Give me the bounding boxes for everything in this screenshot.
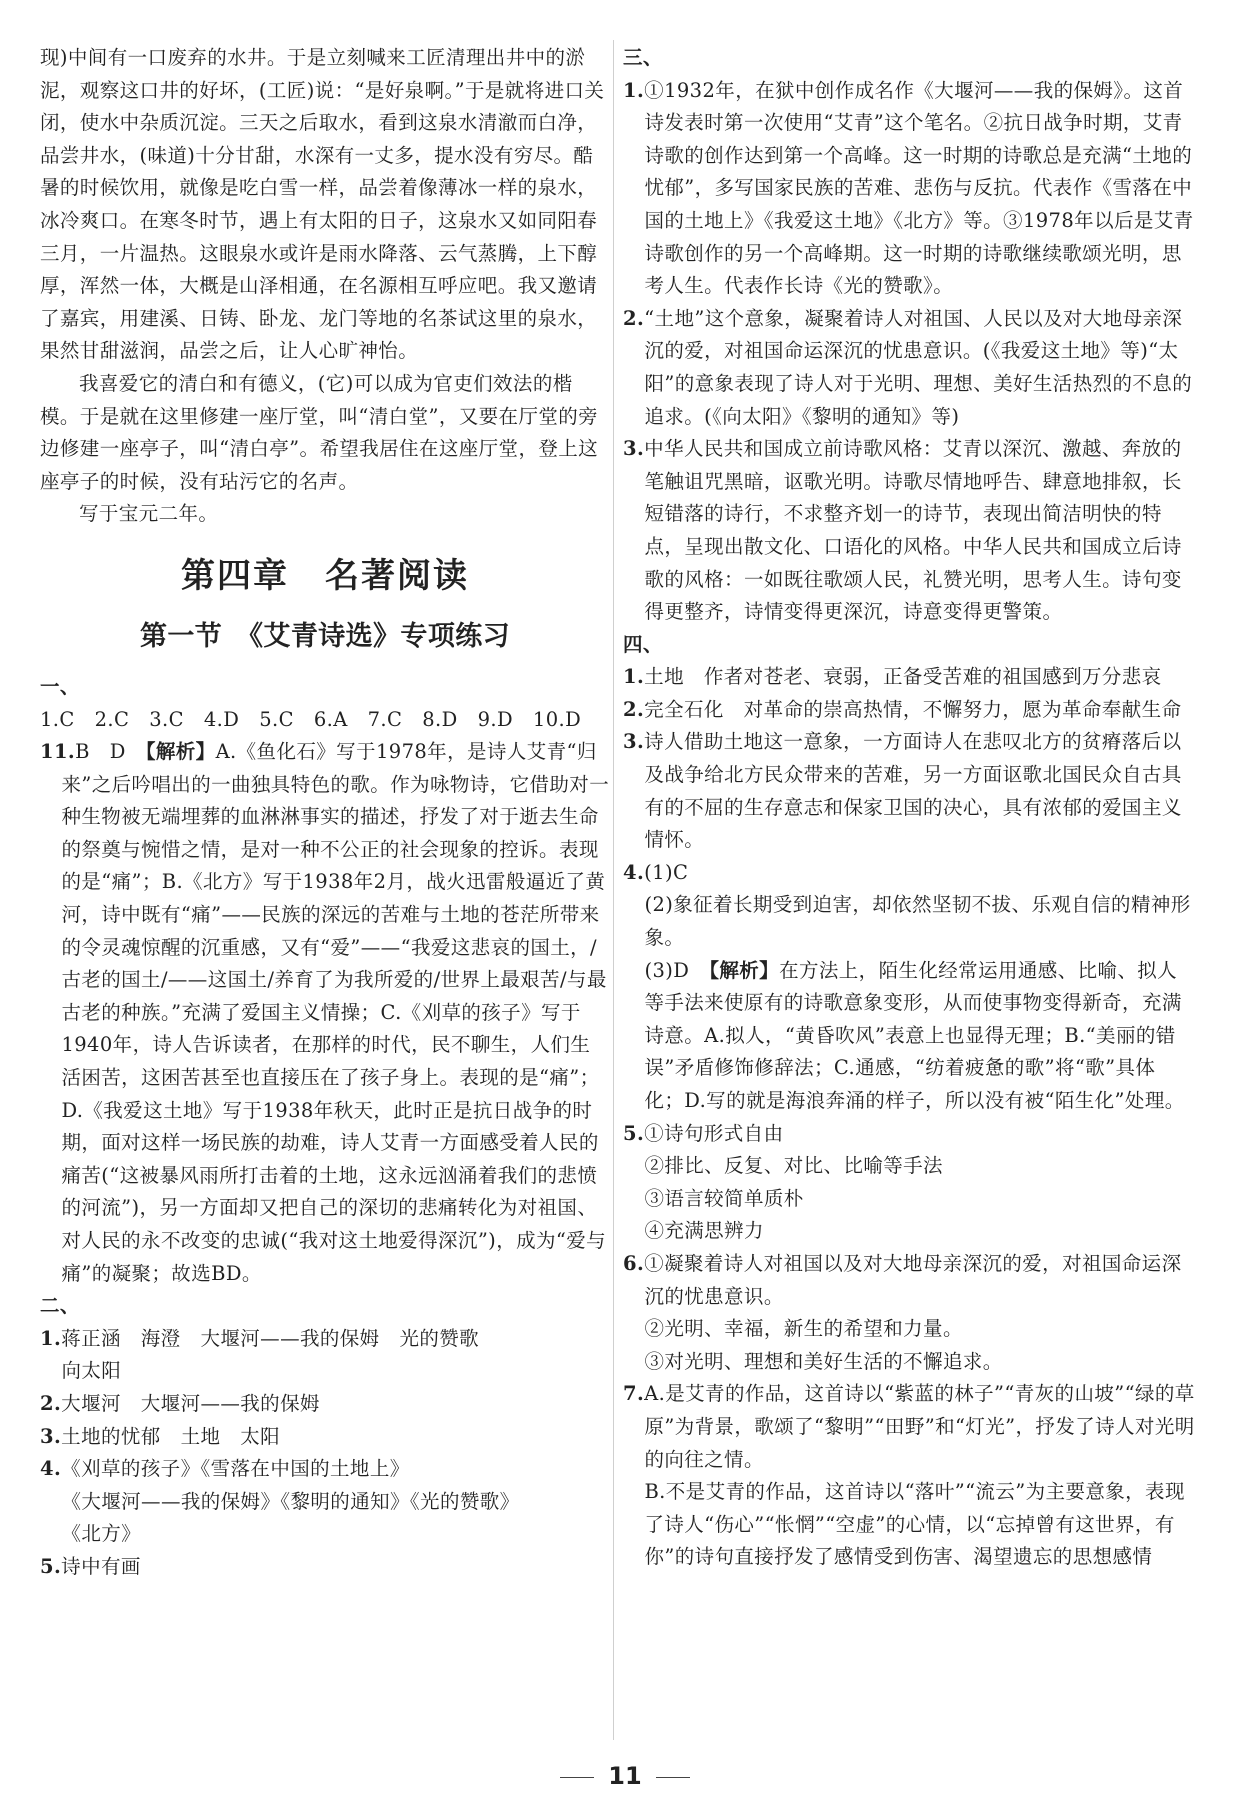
multiple-choice-answers: 1.C 2.C 3.C 4.D 5.C 6.A 7.C 8.D 9.D 10.D [40,707,582,731]
answer-text: (1)C [644,860,689,884]
part-4-item-4 [623,857,1195,890]
part-2-item-2 [40,1388,610,1421]
part-4-item-5-line-4: ④充满思辨力 [644,1219,764,1243]
question-number: 6. [623,1251,645,1275]
answer-text: ①凝聚着诗人对祖国以及对大地母亲深沉的爱，对祖国命运深沉的忧患意识。 [644,1251,1182,1308]
passage-paragraph-2: 我喜爱它的清白和有德义，(它)可以成为官吏们效法的楷模。于是就在这里修建一座厅堂，叫“清白堂”，又要在厅堂的旁边修建一座亭子，叫“清白亭”。希望我居住在这座厅堂，登上这座亭子的时候，没有玷污它的名声。 [40,371,599,493]
question-number: 4. [40,1457,62,1481]
chapter-title: 第四章 名著阅读 [181,555,469,596]
question-number: 1. [623,78,645,102]
part-2-item-1 [40,1323,610,1356]
part-4-item-2 [623,694,1195,727]
question-number: 2. [623,306,645,330]
column-divider [613,40,614,1740]
part-4-item-4-sub-2: (2)象征着长期受到迫害，却依然坚韧不拔、乐观自信的精神形象。 [644,893,1191,950]
answer-text: 大堰河 大堰河——我的保姆 [61,1391,320,1415]
part-4-item-6-line-3: ③对光明、理想和美好生活的不懈追求。 [644,1349,1003,1373]
part-2-item-3 [40,1421,610,1454]
question-number: 5. [623,1121,645,1145]
question-number: 3. [40,1424,62,1448]
part-3-item-2 [623,303,1195,433]
answer-text: 土地 作者对苍老、衰弱，正备受苦难的祖国感到万分悲哀 [644,665,1162,689]
part-2-item-1-continued: 向太阳 [61,1359,122,1383]
passage-paragraph-1: 现)中间有一口废弃的水井。于是立刻喊来工匠清理出井中的淤泥，观察这口井的好坏，(工匠)说：“是好泉啊。”于是就将进口关闭，使水中杂质沉淀。三天之后取水，看到这泉水清澈而白净，品尝井水，(味道)十分甘甜，水深有一丈多，提水没有穷尽。酷暑的时候饮用，就像是吃白雪一样，品尝着像薄冰一样的泉水，冰冷爽口。在寒冬时节，遇上有太阳的日子，这泉水又如同阳春三月，一片温热。这眼泉水或许是雨水降落、云气蒸腾，上下醇厚，浑然一体，大概是山泽相通，在名源相互呼应吧。我又邀请了嘉宾，用建溪、日铸、卧龙、龙门等地的名茶试这里的泉水，果然甘甜滋润，品尝之后，让人心旷神怡。 [40,46,605,363]
part-4-item-5-line-2: ②排比、反复、对比、比喻等手法 [644,1154,943,1178]
left-column [40,42,610,1584]
part-4-label: 四、 [623,632,663,656]
page-footer [0,1762,1250,1790]
answer-text: ①诗句形式自由 [644,1121,784,1145]
question-number: 2. [623,697,645,721]
analysis-tag: 【解析】 [709,958,780,982]
answer-text: 诗人借助土地这一意象，一方面诗人在悲叹北方的贫瘠落后以及战争给北方民众带来的苦难，另一方面讴歌北国民众自古具有的不屈的生存意志和保家卫国的决心，具有浓郁的爱国主义情怀。 [644,730,1182,852]
question-number: 2. [40,1391,62,1415]
question-number: 1. [40,1326,62,1350]
answer-text: 诗中有画 [61,1554,141,1578]
part-3-item-1 [623,75,1195,303]
part-4-item-4-sub-3 [623,955,1195,1118]
question-number: 1. [623,665,645,689]
part-2-item-5 [40,1551,610,1584]
analysis-text: 在方法上，陌生化经常运用通感、比喻、拟人等手法来使原有的诗歌意象变形，从而使事物变得新奇，充满诗意。A.拟人，“黄昏吹风”表意上也显得无理；B.“美丽的错误”矛盾修饰修辞法；C.通感，“纺着疲惫的歌”将“歌”具体化；D.写的就是海浪奔涌的样子，所以没有被“陌生化”处理。 [644,958,1185,1112]
right-column [623,42,1195,1574]
analysis-tag: 【解析】 [145,740,216,764]
question-number: 3. [623,730,645,754]
question-number: 7. [623,1382,645,1406]
answer-text: 《刈草的孩子》《雪落在中国的土地上》 [61,1457,410,1481]
question-11 [40,736,610,1290]
part-2-item-4-continued-2: 《北方》 [61,1522,142,1546]
answer-text: ①1932年，在狱中创作成名作《大堰河——我的保姆》。这首诗发表时第一次使用“艾青”这个笔名。②抗日战争时期，艾青诗歌的创作达到第一个高峰。这一时期的诗歌总是充满“土地的忧郁”，多写国家民族的苦难、悲伤与反抗。代表作《雪落在中国的土地上》《我爱这土地》《北方》等。③1978年以后是艾青诗歌创作的另一个高峰期。这一时期的诗歌继续歌颂光明，思考人生。代表作长诗《光的赞歌》。 [644,78,1194,298]
part-4-item-7-line-2: B.不是艾青的作品，这首诗以“落叶”“流云”为主要意象，表现了诗人“伤心”“怅惘”“空虚”的心情，以“忘掉曾有这世界，有你”的诗句直接抒发了感情受到伤害、渴望遗忘的思想感情 [644,1480,1185,1569]
passage-paragraph-3: 写于宝元二年。 [79,502,219,526]
answer-text: 完全石化 对革命的崇高热情，不懈努力，愿为革命奉献生命 [644,697,1182,721]
part-3-label: 三、 [623,46,663,69]
part-1-label: 一、 [40,674,80,698]
question-number: 3. [623,437,645,461]
answer-text: A.是艾青的作品，这首诗以“紫蓝的林子”“青灰的山坡”“绿的草原”为背景，歌颂了“黎明”“田野”和“灯光”，抒发了诗人对光明的向往之情。 [644,1382,1195,1471]
part-4-item-6 [623,1248,1195,1313]
part-2-label: 二、 [40,1294,80,1318]
question-number: 11. [40,740,76,764]
part-2-item-4-continued: 《大堰河——我的保姆》《黎明的通知》《光的赞歌》 [61,1489,520,1513]
answer: B D [75,740,146,764]
answer-text: 中华人民共和国成立前诗歌风格：艾青以深沉、激越、奔放的笔触诅咒黑暗，讴歌光明。诗歌尽情地呼告、肆意地排叙，长短错落的诗行，不求整齐划一的诗节，表现出简洁明快的特点，呈现出散文化、口语化的风格。中华人民共和国成立后诗歌的风格：一如既往歌颂人民，礼赞光明，思考人生。诗句变得更整齐，诗情变得更深沉，诗意变得更警策。 [644,437,1182,624]
answer-text: “土地”这个意象，凝聚着诗人对祖国、人民以及对大地母亲深沉的爱，对祖国命运深沉的忧患意识。(《我爱这土地》等)“太阳”的意象表现了诗人对于光明、理想、美好生活热烈的不息的追求。(《向太阳》《黎明的通知》等) [644,306,1193,428]
answer-text: 蒋正涵 海澄 大堰河——我的保姆 光的赞歌 [61,1326,480,1350]
page-number: 11 [608,1762,642,1790]
part-4-item-5 [623,1118,1195,1151]
footer-rule-left [560,1777,594,1778]
part-2-item-4 [40,1453,610,1486]
part-3-item-3 [623,433,1195,629]
question-number: 4. [623,860,645,884]
answer-text: 土地的忧郁 土地 太阳 [61,1424,281,1448]
footer-rule-right [656,1777,690,1778]
part-4-item-6-line-2: ②光明、幸福，新生的希望和力量。 [644,1317,963,1341]
part-4-item-5-line-3: ③语言较简单质朴 [644,1186,804,1210]
part-4-item-1 [623,661,1195,694]
part-4-item-7 [623,1378,1195,1476]
answer: (3)D [644,958,710,982]
part-4-item-3 [623,726,1195,856]
question-number: 5. [40,1554,62,1578]
section-title: 第一节 《艾青诗选》专项练习 [139,620,511,652]
analysis-text: A.《鱼化石》写于1978年，是诗人艾青“归来”之后吟唱出的一曲独具特色的歌。作为咏物诗，它借助对一种生物被无端埋葬的血淋淋事实的描述，抒发了对于逝去生命的祭奠与惋惜之情，是对一种不公正的社会现象的控诉。表现的是“痛”；B.《北方》写于1938年2月，战火迅雷般逼近了黄河，诗中既有“痛”——民族的深远的苦难与土地的苍茫所带来的令灵魂惊醒的沉重感，又有“爱”——“我爱这悲哀的国土，/古老的国土/——这国土/养育了为我所爱的/世界上最艰苦/与最古老的种族。”充满了爱国主义情操；C.《刈草的孩子》写于1940年，诗人告诉读者，在那样的时代，民不聊生，人们生活困苦，这困苦甚至也直接压在了孩子身上。表现的是“痛”；D.《我爱这土地》写于1938年秋天，此时正是抗日战争的时期，面对这样一场民族的劫难，诗人艾青一方面感受着人民的痛苦(“这被暴风雨所打击着的土地，这永远汹涌着我们的悲愤的河流”)，另一方面却又把自己的深切的悲痛转化为对祖国、对人民的永不改变的忠诚(“我对这土地爱得深沉”)，成为“爱与痛”的凝聚；故选BD。 [61,740,610,1285]
